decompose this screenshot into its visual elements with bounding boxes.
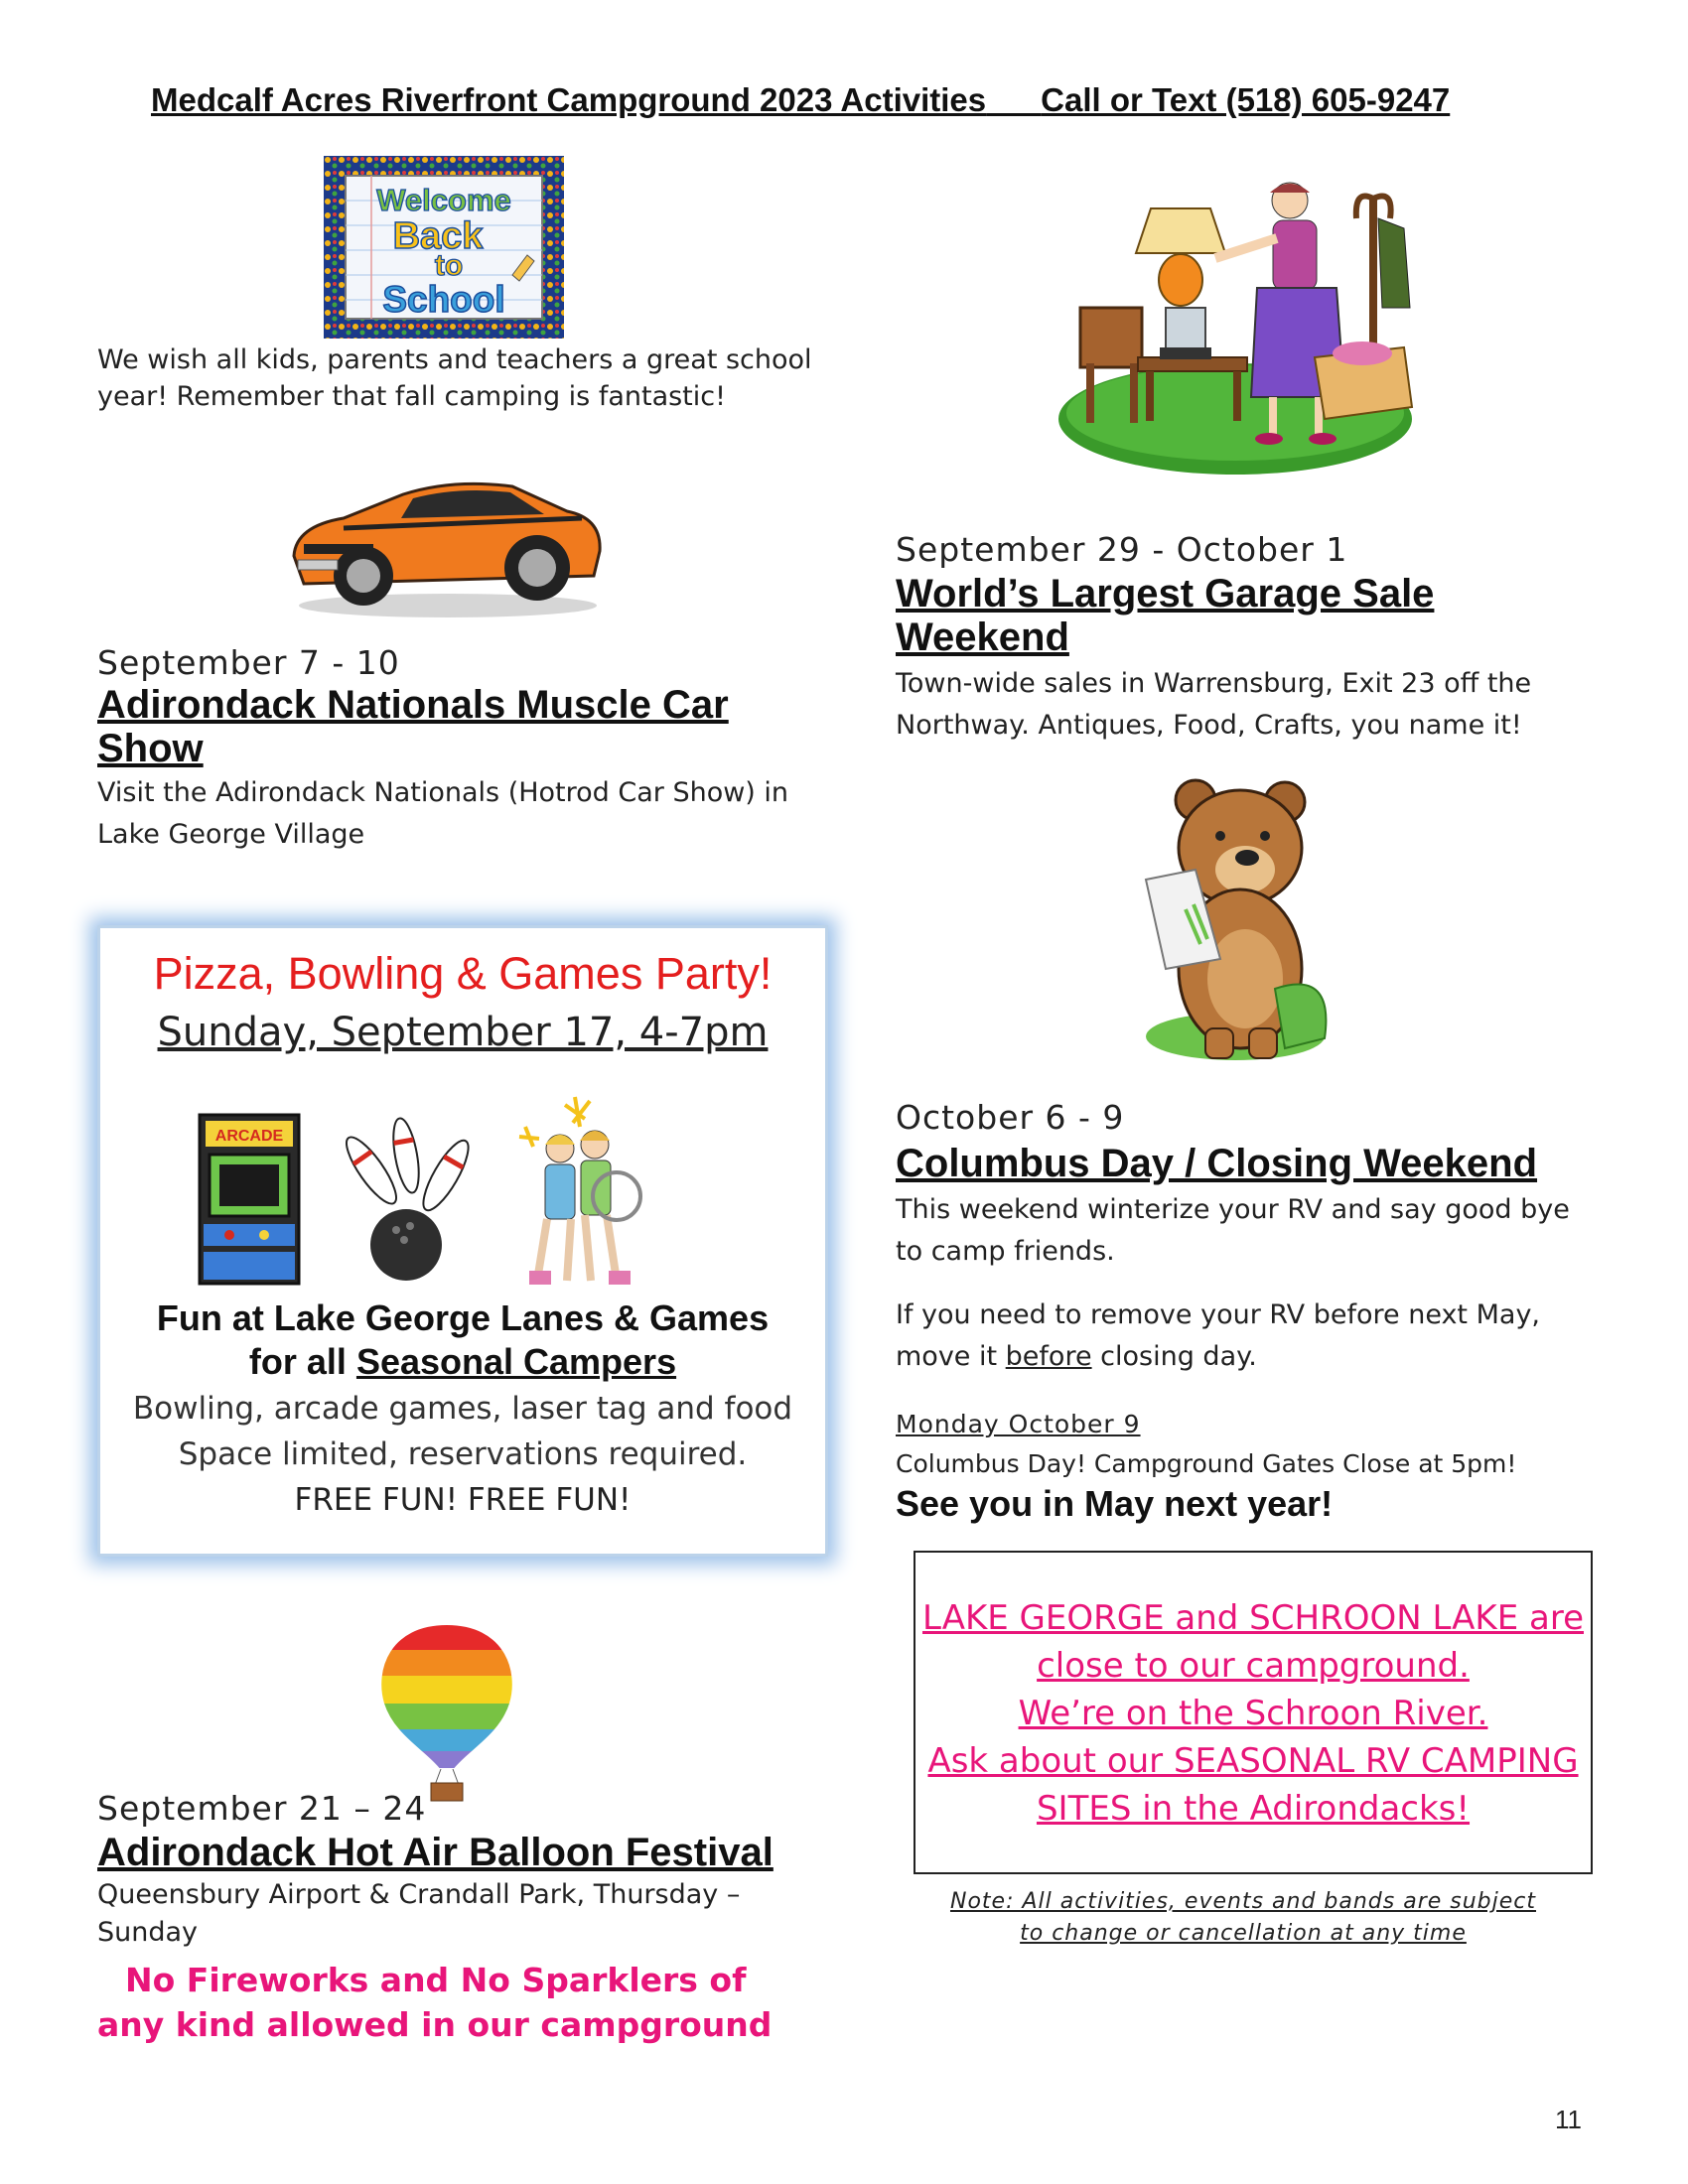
- party-title: Pizza, Bowling & Games Party!: [153, 948, 773, 999]
- sign-word-4: School: [382, 279, 505, 320]
- hot-air-balloon-image: [369, 1620, 524, 1803]
- columbus-text-1: This weekend winterize your RV and say good bye to camp friends.: [896, 1194, 1570, 1267]
- note-line-2: to change or cancellation at any time: [1020, 1921, 1467, 1946]
- garage-sale-date: September 29 - October 1: [896, 530, 1348, 569]
- fireworks-line-1: No Fireworks and No Sparklers of: [125, 1961, 747, 1999]
- columbus-text-2a: If you need to remove your RV before next May, move it: [896, 1299, 1541, 1372]
- arcade-machine-image: [190, 1107, 309, 1288]
- garage-sale-text: Town-wide sales in Warrensburg, Exit 23 off the Northway. Antiques, Food, Crafts, you name it!: [896, 668, 1532, 741]
- fireworks-warning: [97, 1958, 852, 2047]
- sign-word-3: to: [434, 249, 464, 282]
- monday-label: Monday October 9: [896, 1410, 1141, 1438]
- party-line-2: [100, 1341, 825, 1383]
- fireworks-line-2: any kind allowed in our campground: [97, 2005, 773, 2044]
- back-to-school-text: We wish all kids, parents and teachers a great school year! Remember that fall camping is fantastic!: [97, 344, 812, 412]
- laser-tag-image: [505, 1087, 654, 1291]
- promo-line-3: We’re on the Schroon River.: [1018, 1694, 1488, 1733]
- columbus-title: Columbus Day / Closing Weekend: [896, 1142, 1538, 1185]
- columbus-date: October 6 - 9: [896, 1098, 1125, 1137]
- car-show-date: September 7 - 10: [97, 643, 400, 682]
- gates-close-text: Columbus Day! Campground Gates Close at 5pm!: [896, 1449, 1517, 1478]
- car-show-title: Adirondack Nationals Muscle Car Show: [97, 683, 729, 770]
- party-box: [97, 925, 828, 1557]
- bowling-image: [327, 1111, 486, 1288]
- promo-line-4: Ask about our SEASONAL RV CAMPING: [927, 1741, 1579, 1781]
- see-you-text: See you in May next year!: [896, 1483, 1334, 1524]
- page-number: 11: [1555, 2105, 1582, 2134]
- header-contact: Call or Text (518) 605-9247: [1041, 81, 1451, 118]
- promo-text: [915, 1594, 1591, 1833]
- muscle-car-image: [284, 457, 612, 625]
- car-show-text: Visit the Adirondack Nationals (Hotrod Car Show) in Lake George Village: [97, 777, 789, 850]
- sign-word-1: Welcome: [376, 183, 511, 217]
- balloon-date: September 21 – 24: [97, 1789, 427, 1828]
- page-header: [151, 81, 1541, 119]
- before-word: before: [1005, 1341, 1092, 1372]
- back-to-school-image: [324, 156, 564, 339]
- party-line-4: Space limited, reservations required.: [178, 1436, 748, 1472]
- note-line-1: Note: All activities, events and bands are subject: [949, 1889, 1537, 1914]
- promo-line-2: close to our campground.: [1037, 1646, 1470, 1686]
- party-line-5: FREE FUN! FREE FUN!: [294, 1482, 632, 1518]
- party-line-2-prefix: for all: [248, 1341, 356, 1382]
- promo-line-1: LAKE GEORGE and SCHROON LAKE are: [921, 1598, 1585, 1638]
- garage-sale-title: World’s Largest Garage Sale Weekend: [896, 572, 1435, 659]
- arcade-label: ARCADE: [214, 1128, 284, 1145]
- columbus-text-2: [896, 1295, 1591, 1378]
- seasonal-campers-link[interactable]: Seasonal Campers: [355, 1341, 677, 1382]
- columbus-text-2c: closing day.: [1091, 1341, 1257, 1372]
- garage-sale-image: [1047, 159, 1424, 486]
- bear-image: [1126, 770, 1360, 1068]
- balloon-text: Queensbury Airport & Crandall Park, Thursday – Sunday: [97, 1879, 741, 1948]
- sign-word-2: Back: [392, 215, 484, 257]
- promo-box: [914, 1551, 1593, 1874]
- party-line-3: Bowling, arcade games, laser tag and food: [132, 1391, 793, 1427]
- disclaimer-note: [896, 1886, 1591, 1950]
- header-title: Medcalf Acres Riverfront Campground 2023 Activities: [151, 81, 987, 118]
- party-line-1: Fun at Lake George Lanes & Games: [156, 1297, 770, 1338]
- balloon-title: Adirondack Hot Air Balloon Festival: [97, 1831, 774, 1874]
- party-date: Sunday, September 17, 4-7pm: [157, 1010, 769, 1055]
- promo-line-5: SITES in the Adirondacks!: [1036, 1789, 1471, 1829]
